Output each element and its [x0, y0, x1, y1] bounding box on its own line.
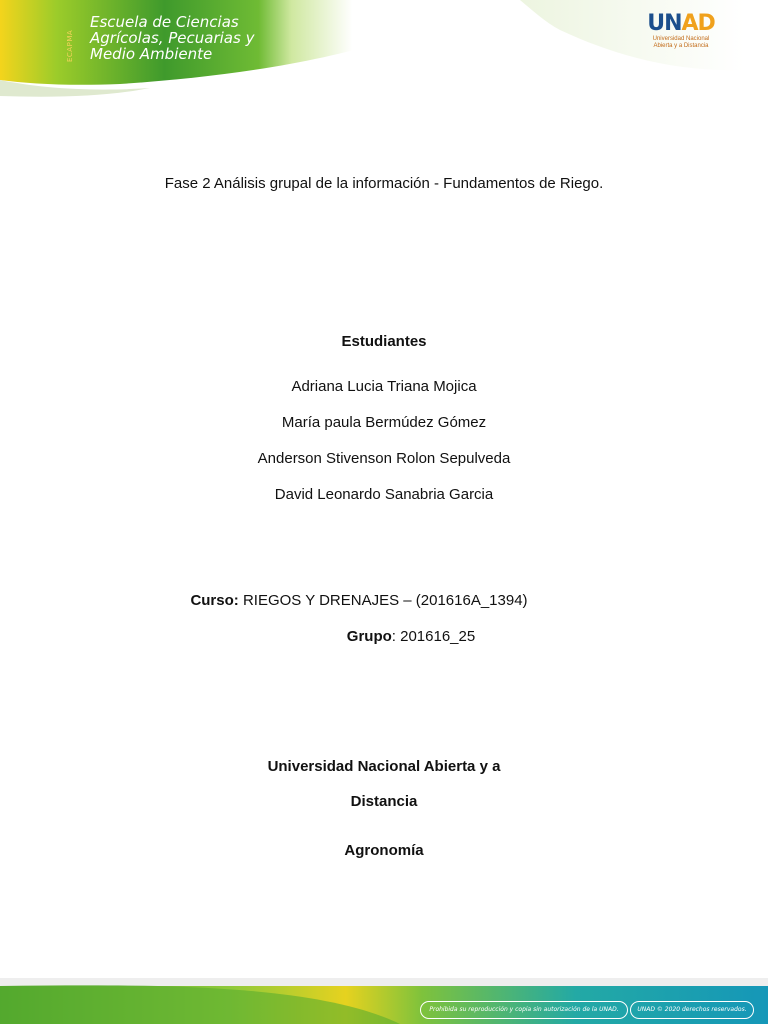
- student-name: Anderson Stivenson Rolon Sepulveda: [257, 450, 511, 467]
- group-value: : 201616_25: [391, 628, 476, 645]
- course-value: RIEGOS Y DRENAJES – (201616A_1394): [238, 592, 528, 609]
- unad-logo-subtitle-1: Universidad Nacional: [652, 36, 710, 42]
- school-name-line3: Medio Ambiente: [90, 45, 213, 63]
- university-line1: Universidad Nacional Abierta y a: [267, 758, 501, 775]
- unad-logo-subtitle-2: Abierta y a Distancia: [653, 43, 709, 49]
- student-name: Adriana Lucia Triana Mojica: [291, 378, 477, 395]
- student-name: María paula Bermúdez Gómez: [281, 414, 487, 431]
- school-name: [90, 14, 254, 62]
- unad-logo: [640, 12, 722, 68]
- ecapma-vertical-label: ECAPMA: [66, 29, 74, 62]
- school-name-line2: Agrícolas, Pecuarias y: [90, 29, 255, 47]
- course-line: [0, 592, 743, 609]
- footer-copyright: UNAD © 2020 derechos reservados.: [630, 1001, 754, 1019]
- course-label: Curso:: [190, 592, 239, 609]
- university-line2: Distancia: [350, 793, 418, 810]
- program-name: Agronomía: [344, 842, 424, 859]
- group-line: [27, 628, 768, 645]
- footer-notice: Prohibida su reproducción y copia sin autorización de la UNAD.: [420, 1001, 628, 1019]
- group-label: Grupo: [346, 628, 392, 645]
- school-name-line1: Escuela de Ciencias: [90, 13, 239, 31]
- student-name: David Leonardo Sanabria Garcia: [274, 486, 494, 503]
- students-heading: Estudiantes: [341, 333, 427, 350]
- document-title: Fase 2 Análisis grupal de la información - Fundamentos de Riego.: [164, 175, 604, 192]
- unad-logo-mark: UNAD: [647, 11, 715, 36]
